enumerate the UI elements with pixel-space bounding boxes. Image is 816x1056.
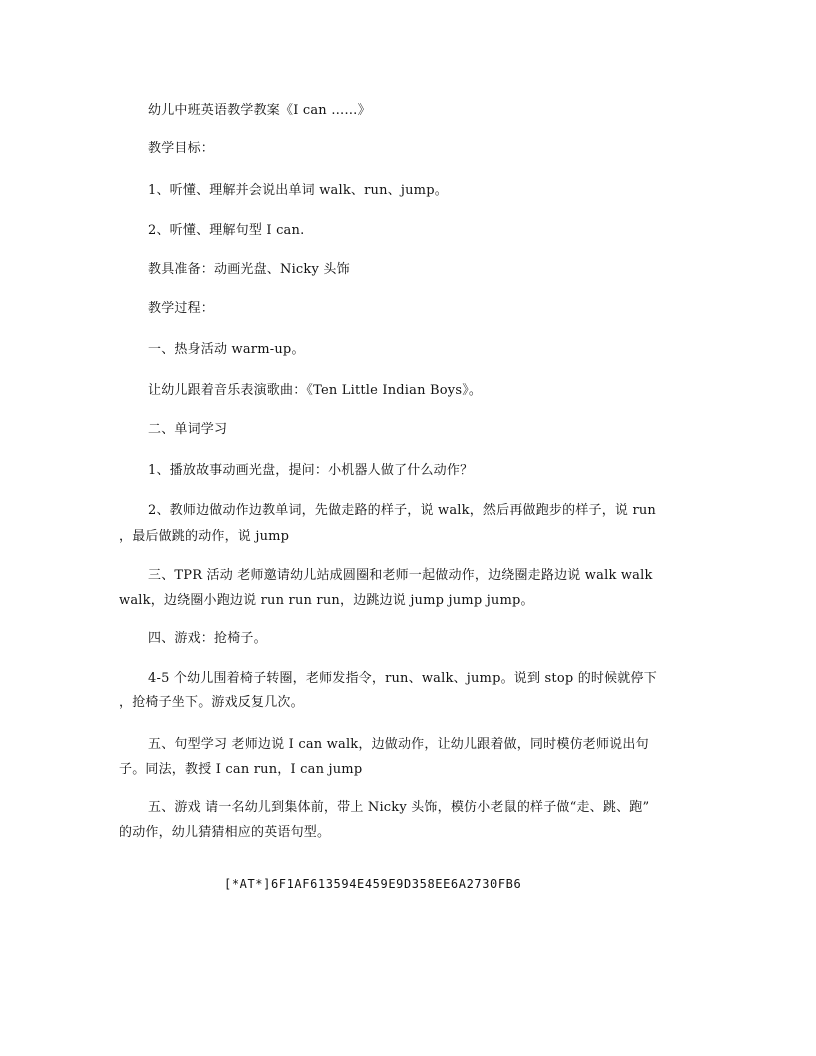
vocab-step-2-line-2: ，最后做跳的动作，说 jump xyxy=(119,529,290,544)
materials-line: 教具准备：动画光盘、Nicky 头饰 xyxy=(148,262,350,277)
sentence-line-2: 子。同法，教授 I can run，I can jump xyxy=(119,762,363,777)
vocab-step-1: 1、播放故事动画光盘，提问：小机器人做了什么动作？ xyxy=(148,463,474,478)
tpr-line-1: 三、TPR 活动 老师邀请幼儿站成圆圈和老师一起做动作，边绕圈走路边说 walk walk xyxy=(148,568,653,583)
warmup-text: 让幼儿跟着音乐表演歌曲：《Ten Little Indian Boys》。 xyxy=(148,383,483,398)
objective-2: 2、听懂、理解句型 I can. xyxy=(148,223,305,238)
process-heading: 教学过程： xyxy=(148,301,215,316)
game-1-line-1: 4-5 个幼儿围着椅子转圈，老师发指令，run、walk、jump。说到 stop 的时候就停下 xyxy=(148,671,657,686)
vocab-heading: 二、单词学习 xyxy=(148,422,228,437)
warmup-heading: 一、热身活动 warm-up。 xyxy=(148,342,305,357)
game-1-heading: 四、游戏：抢椅子。 xyxy=(148,631,267,646)
game-2-line-1: 五、游戏 请一名幼儿到集体前，带上 Nicky 头饰，模仿小老鼠的样子做“走、跳、跑” xyxy=(148,800,650,815)
document-code: [*AT*]6F1AF613594E459E9D358EE6A2730FB6 xyxy=(224,877,522,891)
game-1-line-2: ，抢椅子坐下。游戏反复几次。 xyxy=(119,695,304,710)
game-2-line-2: 的动作，幼儿猜猜相应的英语句型。 xyxy=(119,825,331,840)
document-title: 幼儿中班英语教学教案《I can ……》 xyxy=(148,103,371,118)
objective-1: 1、听懂、理解并会说出单词 walk、run、jump。 xyxy=(148,183,448,198)
vocab-step-2-line-1: 2、教师边做动作边教单词，先做走路的样子，说 walk，然后再做跑步的样子，说 run xyxy=(148,503,657,518)
objectives-heading: 教学目标： xyxy=(148,141,215,156)
sentence-line-1: 五、句型学习 老师边说 I can walk，边做动作，让幼儿跟着做，同时模仿老师说出句 xyxy=(148,737,649,752)
tpr-line-2: walk，边绕圈小跑边说 run run run，边跳边说 jump jump jump。 xyxy=(119,593,534,608)
